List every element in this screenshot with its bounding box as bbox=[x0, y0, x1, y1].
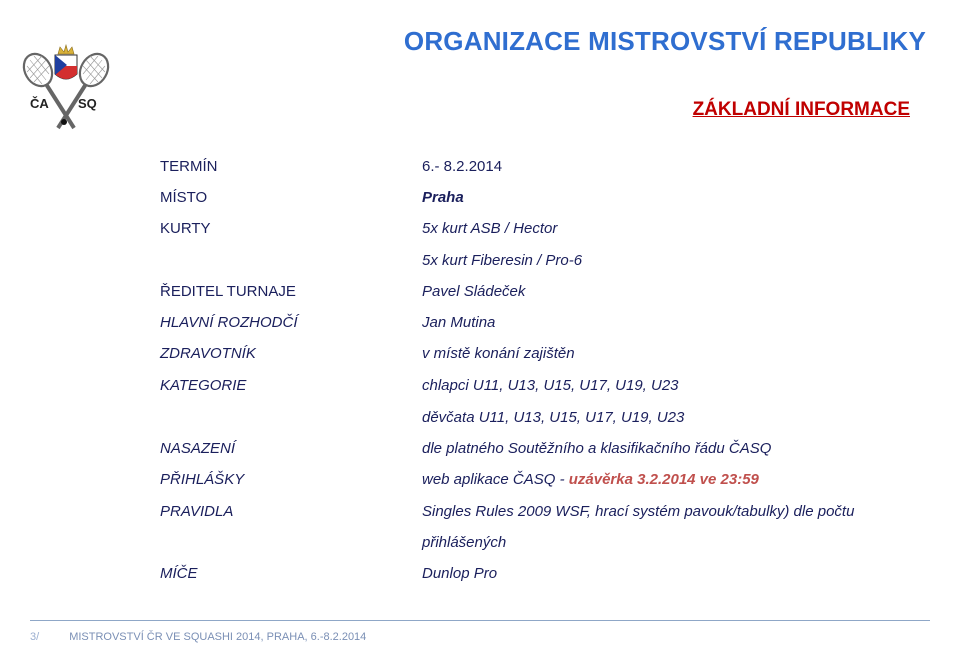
rozhodci-label: HLAVNÍ ROZHODČÍ bbox=[160, 314, 298, 331]
info-row-kategorie bbox=[0, 377, 960, 399]
info-row-kurty bbox=[0, 220, 960, 242]
info-row-kurty-2 bbox=[0, 252, 960, 274]
prihlasky-value bbox=[422, 471, 759, 488]
info-row-zdravotnik bbox=[0, 345, 960, 367]
footer-divider bbox=[30, 620, 930, 621]
pravidla-value-1: Singles Rules 2009 WSF, hrací systém pavouk/tabulky) dle počtu bbox=[422, 503, 855, 520]
footer bbox=[30, 631, 366, 643]
nasazeni-label: NASAZENÍ bbox=[160, 440, 236, 457]
footer-text: MISTROVSTVÍ ČR VE SQUASHI 2014, PRAHA, 6.-8.2.2014 bbox=[69, 631, 367, 643]
info-row-prihlasky bbox=[0, 471, 960, 493]
reditel-label: ŘEDITEL TURNAJE bbox=[160, 283, 296, 300]
termin-label: TERMÍN bbox=[160, 158, 218, 175]
kurty-label: KURTY bbox=[160, 220, 211, 237]
prihlasky-deadline: uzávěrka 3.2.2014 ve 23:59 bbox=[568, 471, 759, 488]
kurty-value-1: 5x kurt ASB / Hector bbox=[422, 220, 558, 237]
nasazeni-value: dle platného Soutěžního a klasifikačního řádu ČASQ bbox=[422, 440, 772, 457]
info-row-pravidla bbox=[0, 503, 960, 525]
kategorie-value-1: chlapci U11, U13, U15, U17, U19, U23 bbox=[422, 377, 679, 394]
pravidla-label: PRAVIDLA bbox=[160, 503, 234, 520]
mice-label: MÍČE bbox=[160, 565, 198, 582]
kurty-value-2: 5x kurt Fiberesin / Pro-6 bbox=[422, 252, 583, 269]
kategorie-value-2: děvčata U11, U13, U15, U17, U19, U23 bbox=[422, 409, 685, 426]
info-row-mice bbox=[0, 565, 960, 587]
info-row-misto bbox=[0, 189, 960, 211]
reditel-value: Pavel Sládeček bbox=[422, 283, 526, 300]
info-row-termin bbox=[0, 158, 960, 180]
section-subtitle: ZÁKLADNÍ INFORMACE bbox=[692, 99, 910, 120]
pravidla-value-2: přihlášených bbox=[422, 534, 507, 551]
misto-label: MÍSTO bbox=[160, 189, 208, 206]
misto-value: Praha bbox=[422, 189, 464, 206]
info-row-reditel bbox=[0, 283, 960, 305]
mice-value: Dunlop Pro bbox=[422, 565, 498, 582]
logo-text-left: ČA bbox=[30, 96, 49, 111]
zdravotnik-value: v místě konání zajištěn bbox=[422, 345, 575, 362]
prihlasky-value-prefix: web aplikace ČASQ - bbox=[422, 471, 565, 488]
info-row-nasazeni bbox=[0, 440, 960, 462]
page-number: 3/ bbox=[30, 631, 40, 643]
zdravotnik-label: ZDRAVOTNÍK bbox=[160, 345, 256, 362]
info-row-kategorie-2 bbox=[0, 409, 960, 431]
info-row-rozhodci bbox=[0, 314, 960, 336]
info-row-pravidla-2 bbox=[0, 534, 960, 556]
termin-value: 6.- 8.2.2014 bbox=[422, 158, 503, 175]
page-title: ORGANIZACE MISTROVSTVÍ REPUBLIKY bbox=[403, 26, 926, 56]
rozhodci-value: Jan Mutina bbox=[422, 314, 496, 331]
prihlasky-label: PŘIHLÁŠKY bbox=[160, 471, 245, 488]
kategorie-label: KATEGORIE bbox=[160, 377, 247, 394]
casq-logo bbox=[18, 44, 114, 140]
logo-text-right: SQ bbox=[78, 96, 97, 111]
